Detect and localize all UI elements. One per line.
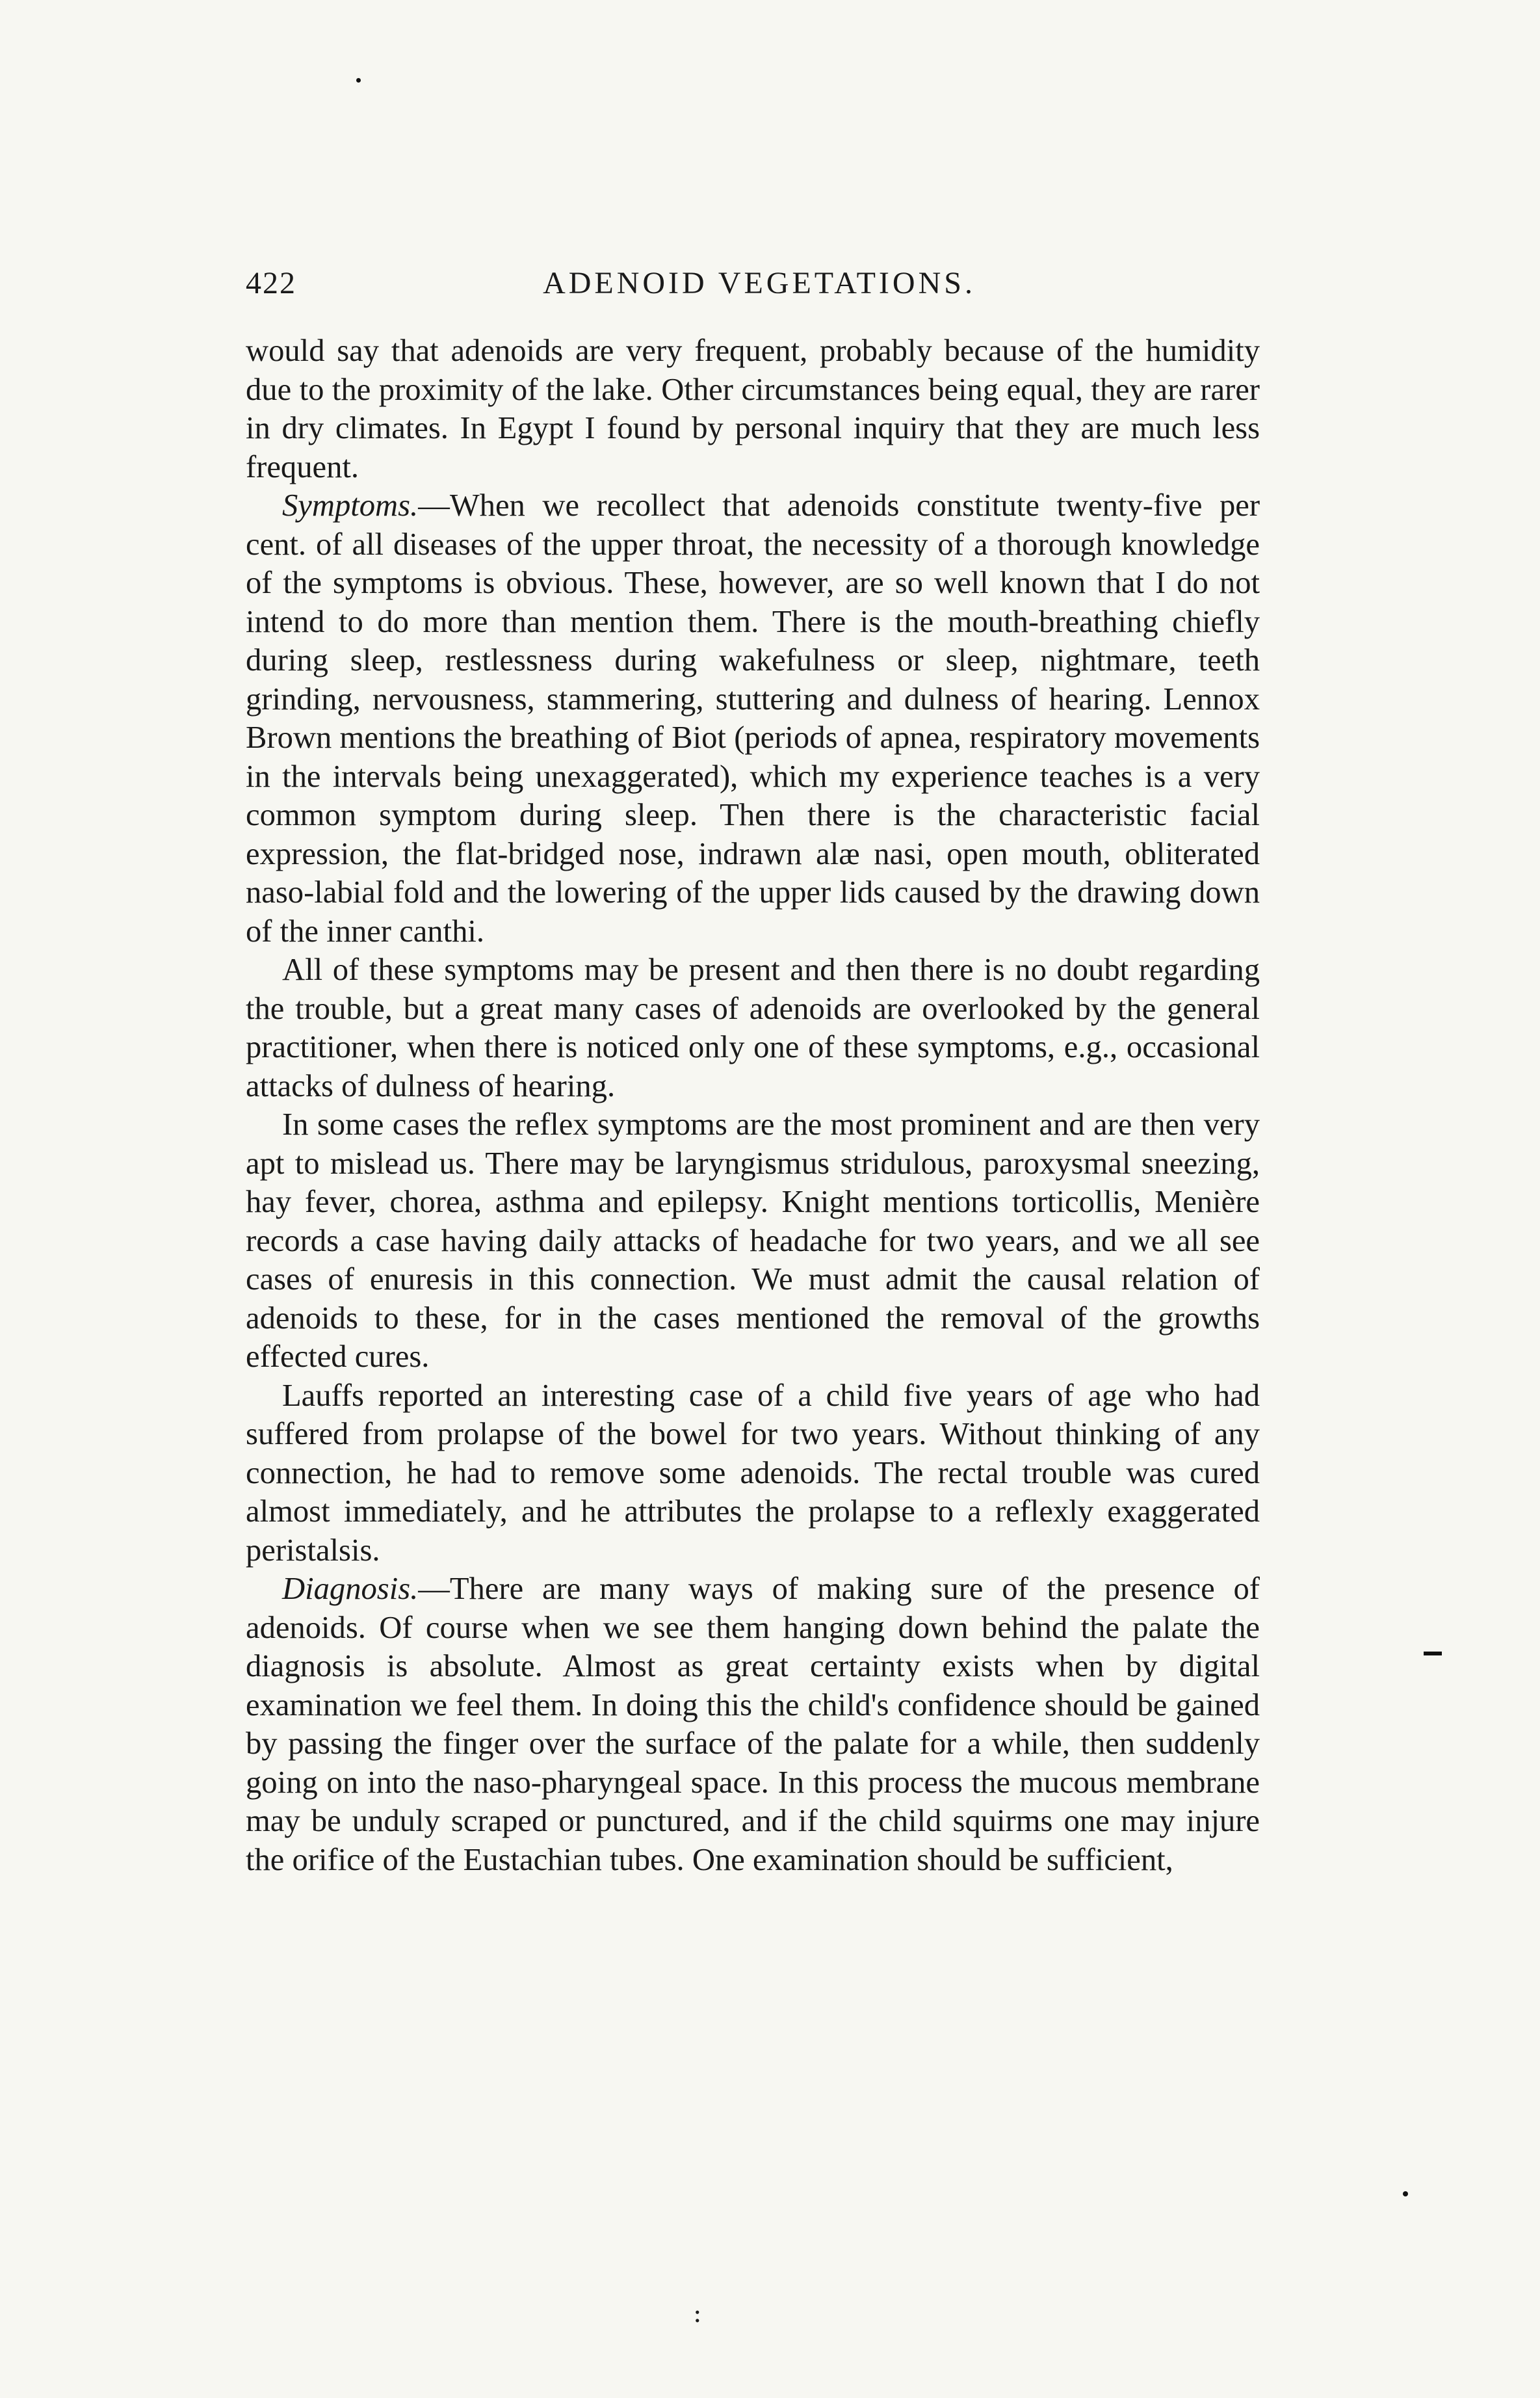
margin-dash xyxy=(1424,1652,1442,1655)
paragraph-text: In some cases the reflex symptoms are the most prominent and are then very apt to mislead us. There may be laryngismus stridulous, paroxysmal sneezing, hay fever, chorea, asthma and epilepsy. Knight mentions torticollis, Menière records a case having daily attacks of headache for two years, and we all see cases of enuresis in this connection. We must admit the causal relation of adenoids to these, for in the cases mentioned the removal of the growths effected cures. xyxy=(246,1107,1260,1374)
section-heading-symptoms: Symptoms. xyxy=(282,488,419,523)
paragraph xyxy=(246,1105,1260,1377)
body-text xyxy=(246,332,1260,1879)
running-title: ADENOID VEGETATIONS. xyxy=(543,266,976,300)
footer-mark: : xyxy=(693,2299,702,2328)
paragraph xyxy=(246,951,1260,1105)
paragraph-text: —When we recollect that adenoids constitute twenty-five per cent. of all diseases of the upper throat, the necessity of a thorough knowledge of the symptoms is obvious. These, however, are so well known that I do not intend to do more than mention them. There is the mouth-breathing chiefly during sleep, restlessness during wakefulness or sleep, nightmare, teeth grinding, nervousness, stammering, stuttering and dulness of hearing. Lennox Brown mentions the breathing of Biot (periods of apnea, respiratory movements in the intervals being unexaggerated), which my experience teaches is a very common symptom during sleep. Then there is the characteristic facial expression, the flat-bridged nose, indrawn alæ nasi, open mouth, obliterated naso-labial fold and the lowering of the upper lids caused by the drawing down of the inner canthi. xyxy=(246,488,1260,949)
paragraph xyxy=(246,1570,1260,1879)
paragraph-text: Lauffs reported an interesting case of a child five years of age who had suffered from prolapse of the bowel for two years. Without thinking of any connection, he had to remove some adenoids. The rectal trouble was cured almost immediately, and he attributes the prolapse to a reflexly exaggerated peristalsis. xyxy=(246,1377,1260,1568)
paragraph xyxy=(246,1377,1260,1570)
paragraph xyxy=(246,332,1260,486)
scan-speck xyxy=(1403,2191,1408,2196)
section-heading-diagnosis: Diagnosis. xyxy=(282,1571,419,1606)
paragraph-text: All of these symptoms may be present and then there is no doubt regarding the trouble, but a great many cases of adenoids are overlooked by the general practitioner, when there is noticed only one of these symptoms, e.g., occasional attacks of dulness of hearing. xyxy=(246,952,1260,1103)
paragraph-text: —There are many ways of making sure of the presence of adenoids. Of course when we see them hanging down behind the palate the diagnosis is absolute. Almost as great certainty exists when by digital examination we feel them. In doing this the child's confidence should be gained by passing the finger over the surface of the palate for a while, then suddenly going on into the naso-pharyngeal space. In this process the mucous membrane may be unduly scraped or punctured, and if the child squirms one may injure the orifice of the Eustachian tubes. One examination should be sufficient, xyxy=(246,1571,1260,1877)
paragraph-text: would say that adenoids are very frequent, probably because of the humidity due to the proximity of the lake. Other circumstances being equal, they are rarer in dry climates. In Egypt I found by personal inquiry that they are much less frequent. xyxy=(246,333,1260,484)
paragraph xyxy=(246,486,1260,951)
page-header xyxy=(246,265,1273,304)
scan-speck xyxy=(356,78,361,83)
page-number: 422 xyxy=(246,266,296,300)
